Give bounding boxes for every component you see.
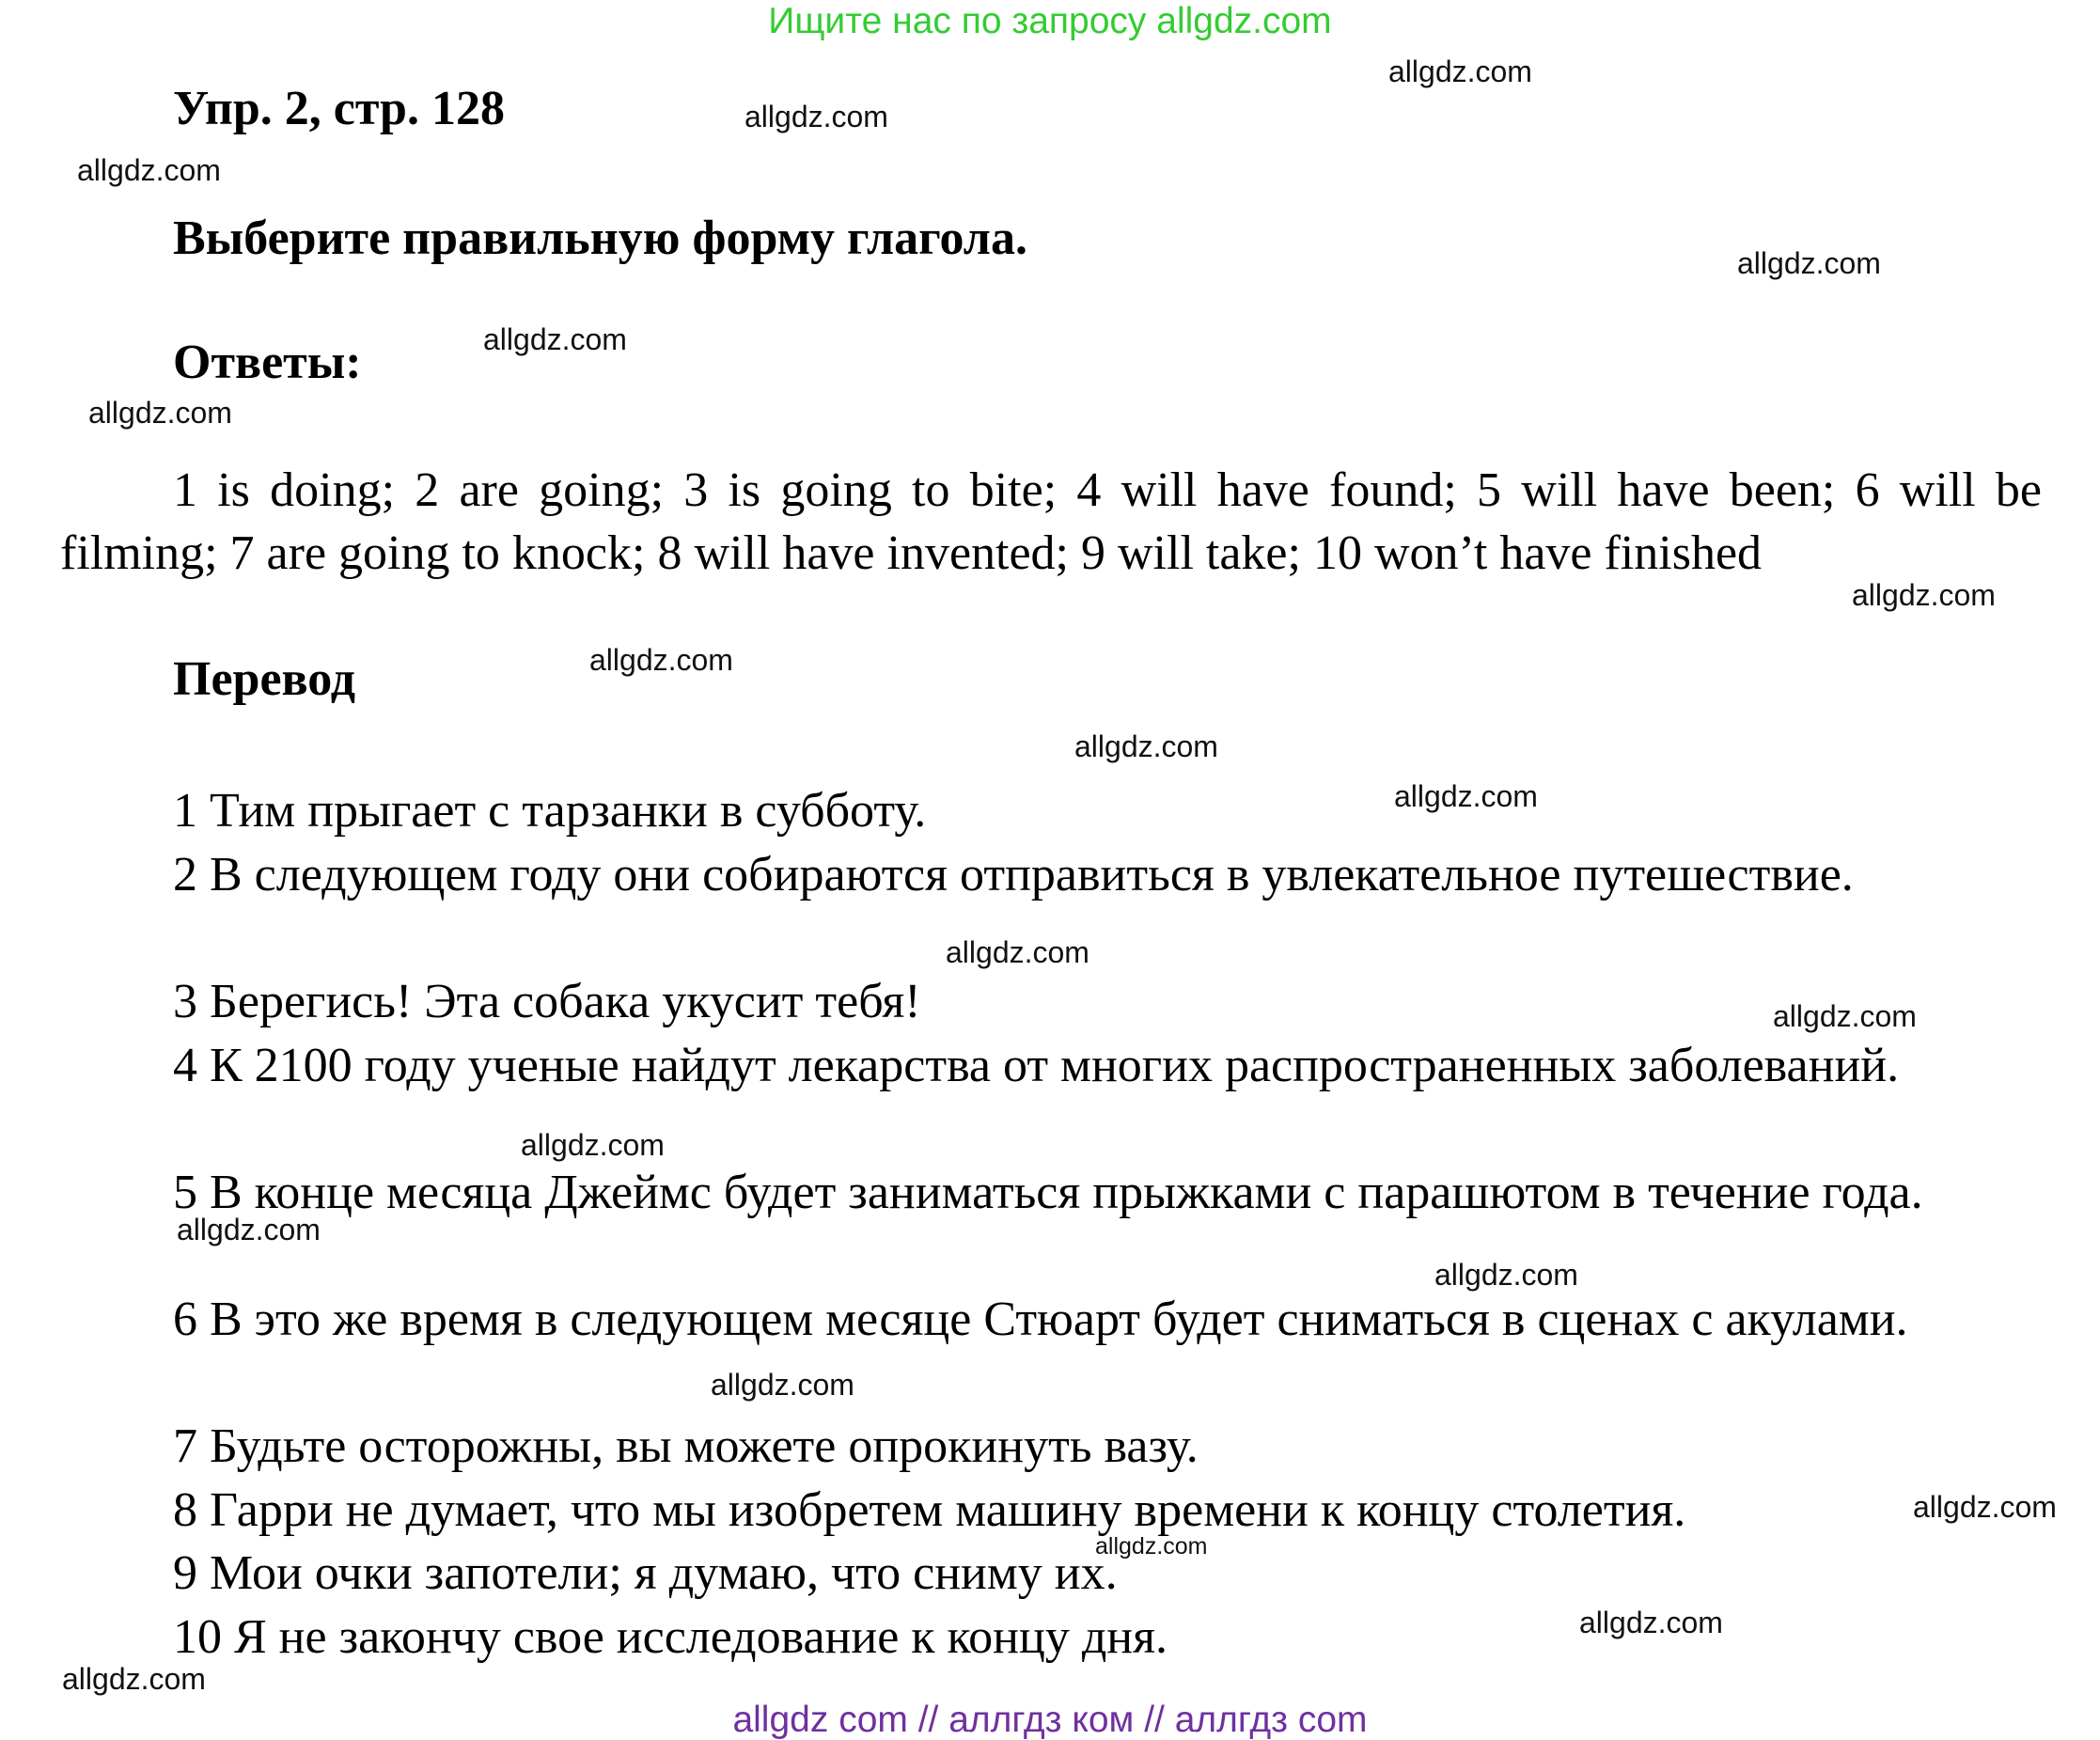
watermark: allgdz.com — [589, 643, 733, 677]
watermark: allgdz.com — [1388, 55, 1532, 88]
watermark: allgdz.com — [1773, 999, 1917, 1033]
watermark: allgdz.com — [483, 322, 627, 356]
answers-heading: Ответы: — [173, 336, 362, 389]
watermark: allgdz.com — [77, 153, 221, 187]
watermark: allgdz.com — [711, 1368, 854, 1402]
watermark: allgdz.com — [1852, 578, 1996, 612]
watermark: allgdz.com — [1394, 779, 1538, 813]
translation-item: 10 Я не закончу свое исследование к концу дня. — [173, 1610, 1168, 1664]
watermark: allgdz.com — [1579, 1606, 1723, 1639]
watermark: allgdz.com — [1074, 729, 1218, 763]
translation-item: 2 В следующем году они собираются отправиться в увлекательное путешествие. — [173, 848, 1854, 901]
watermark: allgdz.com — [62, 1662, 206, 1696]
watermark: allgdz.com — [88, 396, 232, 430]
top-search-banner: Ищите нас по запросу allgdz.com — [768, 1, 1332, 41]
watermark: allgdz.com — [521, 1128, 665, 1162]
bottom-site-banner: allgdz com // аллгдз ком // аллгдз com — [732, 1700, 1368, 1740]
watermark: allgdz.com — [1434, 1258, 1578, 1292]
watermark: allgdz.com — [1737, 246, 1881, 280]
exercise-instruction: Выберите правильную форму глагола. — [173, 212, 1027, 265]
translation-item: 7 Будьте осторожны, вы можете опрокинуть вазу. — [173, 1419, 1199, 1473]
watermark: allgdz.com — [744, 100, 888, 133]
watermark: allgdz.com — [1095, 1533, 1208, 1560]
watermark: allgdz.com — [1913, 1490, 2057, 1524]
translation-item: 9 Мои очки запотели; я думаю, что сниму их. — [173, 1546, 1118, 1600]
watermark: allgdz.com — [946, 935, 1089, 969]
translation-item: 4 К 2100 году ученые найдут лекарства от многих распространенных заболеваний. — [173, 1039, 1900, 1092]
answers-text: 1 is doing; 2 are going; 3 is going to bite; 4 will have found; 5 will have been; 6 will be filming; 7 are going to knock; 8 will have invented; 9 will take; 10 won’t have finished — [60, 463, 2042, 580]
translation-heading: Перевод — [173, 652, 356, 706]
translation-item: 5 В конце месяца Джеймс будет заниматься прыжками с парашютом в течение года. — [173, 1166, 1923, 1219]
translation-item: 1 Тим прыгает с тарзанки в субботу. — [173, 784, 927, 838]
translation-item: 6 В это же время в следующем месяце Стюарт будет сниматься в сценах с акулами. — [173, 1293, 1908, 1346]
exercise-title: Упр. 2, стр. 128 — [173, 82, 505, 135]
translation-item: 3 Берегись! Эта собака укусит тебя! — [173, 975, 921, 1028]
watermark: allgdz.com — [177, 1213, 321, 1246]
translation-item: 8 Гарри не думает, что мы изобретем машину времени к концу столетия. — [173, 1483, 1686, 1537]
